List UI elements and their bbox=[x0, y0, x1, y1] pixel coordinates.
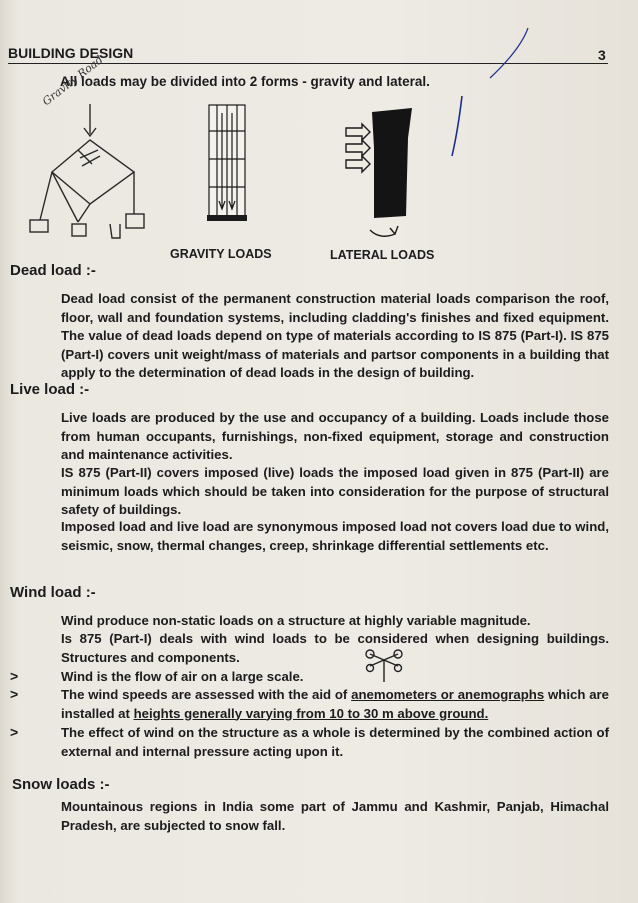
page-number: 3 bbox=[598, 47, 606, 63]
wind-load-bullet-1: Wind is the flow of air on a large scale. bbox=[61, 669, 304, 684]
wind-load-bullet-3: The effect of wind on the structure as a whole is determined by the combined action of external and internal pressure acting upon it. bbox=[61, 725, 609, 759]
lateral-loads-caption: LATERAL LOADS bbox=[330, 248, 435, 262]
bullet-arrow-icon: > bbox=[10, 686, 19, 702]
live-load-text-1: Live loads are produced by the use and occupancy of a building. Loads include those from human occupants, furnishings, non-fixed equipment, storage and construction and maintenance activities. bbox=[61, 410, 609, 462]
pen-mark bbox=[450, 20, 530, 160]
bullet-2-part-a: The wind speeds are assessed with the aid of bbox=[61, 687, 352, 702]
wind-load-bullet-2 bbox=[61, 686, 609, 723]
bullet-arrow-icon: > bbox=[10, 724, 19, 740]
intro-text: All loads may be divided into 2 forms - gravity and lateral. bbox=[60, 74, 430, 89]
heights-underlined: heights generally varying from 10 to 30 m above ground. bbox=[133, 705, 489, 721]
gravity-sketch bbox=[22, 92, 182, 242]
wind-load-text-1: Wind produce non-static loads on a structure at highly variable magnitude. bbox=[61, 613, 531, 628]
live-load-text-3: Imposed load and live load are synonymous imposed load not covers load due to wind, seismic, snow, thermal changes, creep, shrinkage differential settlements etc. bbox=[61, 519, 609, 553]
dead-load-text: Dead load consist of the permanent construction material loads comparison the roof, floor, wall and foundation systems, including cladding's finishes and fixed equipment. The value of dead loads depend on type of materials according to IS 875 (Part-I). IS 875 (Part-I) covers unit weight/mass of materials and partsor components in a building that apply to the determination of dead loads in the design of building. bbox=[61, 291, 609, 380]
gravity-loads-caption: GRAVITY LOADS bbox=[170, 247, 272, 261]
snow-load-heading: Snow loads :- bbox=[12, 776, 110, 793]
gravity-loads-figure bbox=[203, 101, 253, 226]
live-load-heading: Live load :- bbox=[10, 381, 90, 398]
anemometers-underlined: anemometers or anemographs bbox=[351, 687, 545, 702]
bullet-2-part-c: which are installed at bbox=[61, 687, 610, 721]
wind-load-text-2: Is 875 (Part-I) deals with wind loads to be considered when designing buildings. Structures and components. bbox=[61, 631, 609, 665]
live-load-text-2: IS 875 (Part-II) covers imposed (live) loads the imposed load given in 875 (Part-II) are minimum loads which should be taken into consideration for the purpose of structural safety of buildings. bbox=[61, 465, 609, 517]
header-title: BUILDING DESIGN bbox=[8, 45, 134, 61]
snow-load-text: Mountainous regions in India some part of Jammu and Kashmir, Panjab, Himachal Pradesh, are subjected to snow fall. bbox=[61, 799, 609, 833]
wind-load-heading: Wind load :- bbox=[10, 584, 96, 601]
handwritten-label: Gravity Road bbox=[40, 53, 106, 109]
bullet-arrow-icon: > bbox=[10, 668, 19, 684]
dead-load-heading: Dead load :- bbox=[10, 262, 96, 279]
lateral-loads-figure bbox=[340, 108, 430, 243]
anemometer-icon bbox=[362, 646, 406, 684]
